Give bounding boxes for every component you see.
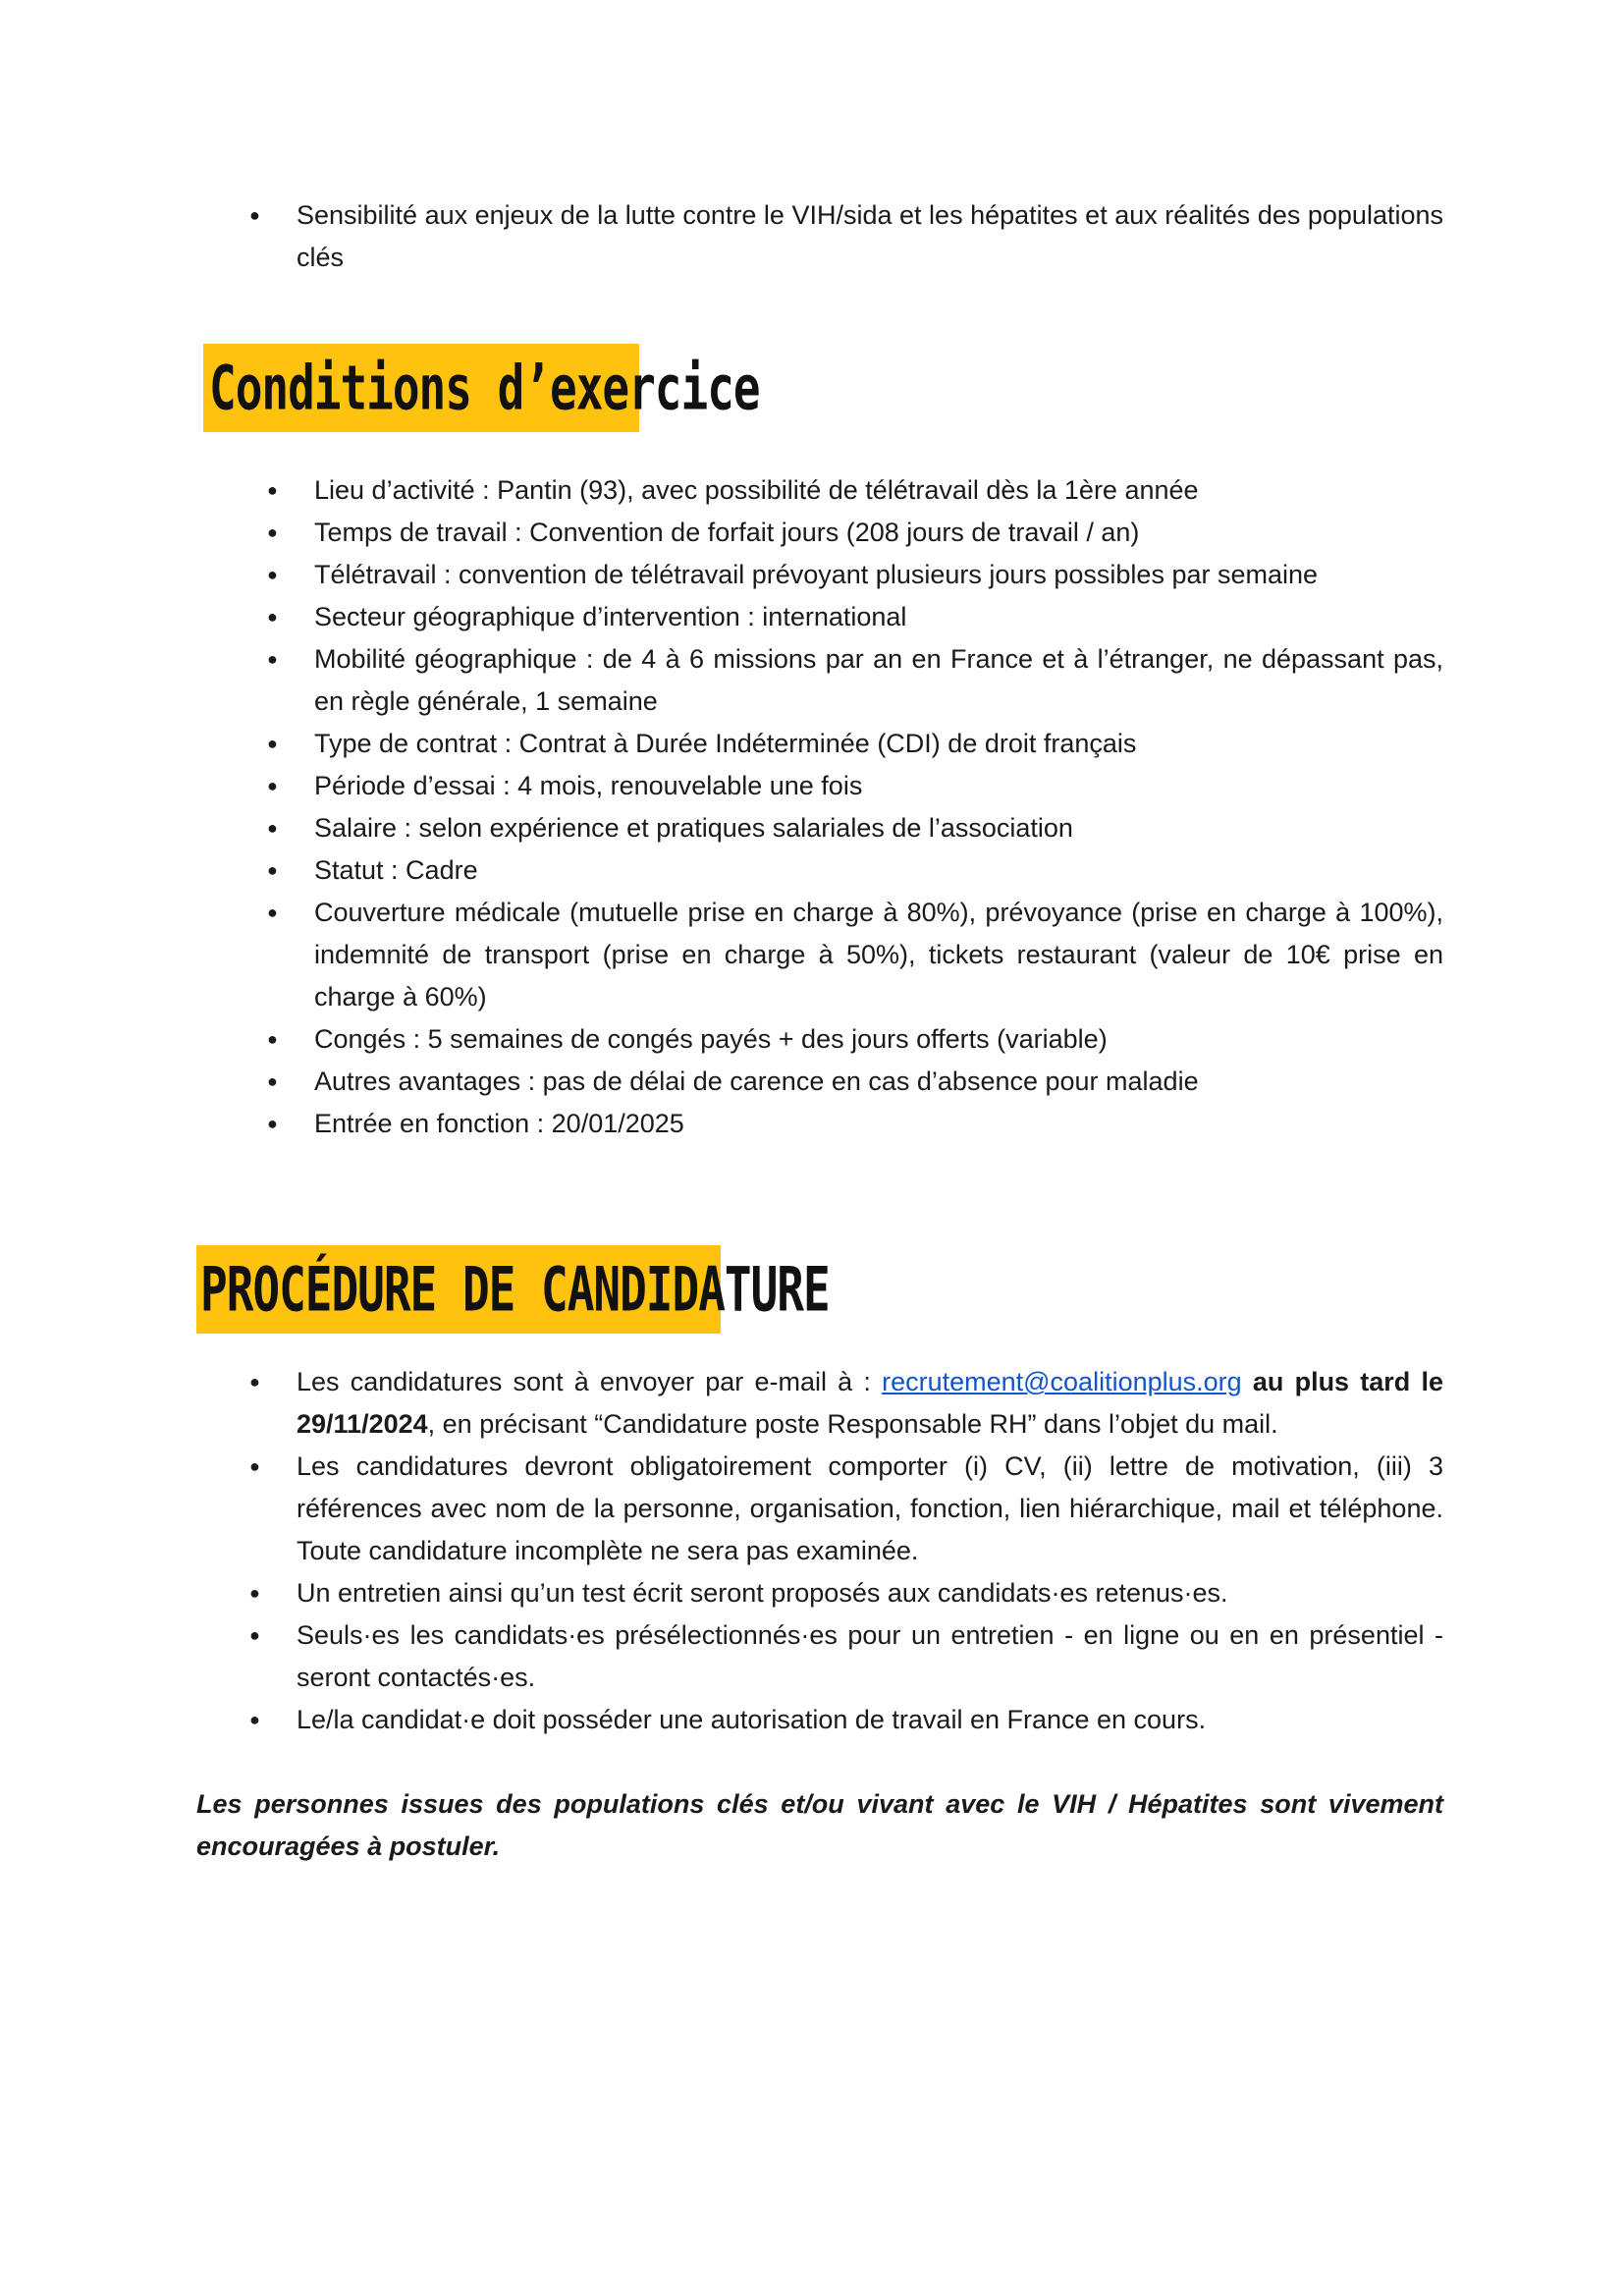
list-item: ● Les candidatures devront obligatoirement comporter (i) CV, (ii) lettre de motivation, (iii) 3 références avec nom de la personne, organisation, fonction, lien hiérarchique, mail et téléphone. Toute candidature incomplète ne sera pas examinée. <box>249 1446 1443 1572</box>
bullet-icon: ● <box>267 776 278 795</box>
bullet-icon: ● <box>249 1710 260 1729</box>
list-item: ● Mobilité géographique : de 4 à 6 missions par an en France et à l’étranger, ne dépassant pas, en règle générale, 1 semaine <box>267 638 1443 723</box>
section-heading-conditions: Conditions d’exercice <box>203 344 639 432</box>
list-item: ● Seuls·es les candidats·es présélectionnés·es pour un entretien - en ligne ou en en présentiel - seront contactés·es. <box>249 1614 1443 1699</box>
list-item: ● Entrée en fonction : 20/01/2025 <box>267 1103 1443 1145</box>
list-item: ● Congés : 5 semaines de congés payés + des jours offerts (variable) <box>267 1018 1443 1061</box>
conditions-list <box>267 469 1443 1145</box>
list-item: ● Autres avantages : pas de délai de carence en cas d’absence pour maladie <box>267 1061 1443 1103</box>
bullet-icon: ● <box>249 1372 260 1392</box>
list-item: ● Couverture médicale (mutuelle prise en charge à 80%), prévoyance (prise en charge à 100%), indemnité de transport (prise en charge à 50%), tickets restaurant (valeur de 10€ prise en charge à 60%) <box>267 892 1443 1018</box>
bullet-icon: ● <box>267 649 278 669</box>
bullet-icon: ● <box>249 1583 260 1603</box>
bullet-icon: ● <box>267 522 278 542</box>
list-item: ● Statut : Cadre <box>267 849 1443 892</box>
list-item: ● Secteur géographique d’intervention : international <box>267 596 1443 638</box>
list-item: ● Le/la candidat·e doit posséder une autorisation de travail en France en cours. <box>249 1699 1443 1741</box>
list-item: ● Sensibilité aux enjeux de la lutte contre le VIH/sida et les hépatites et aux réalités des populations clés <box>249 194 1443 279</box>
email-link[interactable]: recrutement@coalitionplus.org <box>882 1367 1242 1396</box>
bullet-icon: ● <box>267 480 278 500</box>
bullet-icon: ● <box>267 902 278 922</box>
list-item: ● Lieu d’activité : Pantin (93), avec possibilité de télétravail dès la 1ère année <box>267 469 1443 512</box>
list-item: ● Salaire : selon expérience et pratiques salariales de l’association <box>267 807 1443 849</box>
closing-note: Les personnes issues des populations clés et/ou vivant avec le VIH / Hépatites sont vivement encouragées à postuler. <box>196 1789 1443 1861</box>
bullet-icon: ● <box>267 734 278 753</box>
bullet-icon: ● <box>267 860 278 880</box>
bullet-icon: ● <box>267 607 278 627</box>
bullet-icon: ● <box>267 565 278 584</box>
list-item: ● Un entretien ainsi qu’un test écrit seront proposés aux candidats·es retenus·es. <box>249 1572 1443 1614</box>
list-item: ● Temps de travail : Convention de forfait jours (208 jours de travail / an) <box>267 512 1443 554</box>
list-item: ● Télétravail : convention de télétravail prévoyant plusieurs jours possibles par semaine <box>267 554 1443 596</box>
bullet-icon: ● <box>267 1114 278 1133</box>
bullet-icon: ● <box>267 1071 278 1091</box>
bullet-icon: ● <box>249 1456 260 1476</box>
bullet-icon: ● <box>267 818 278 838</box>
list-item: ● Les candidatures sont à envoyer par e-mail à : recrutement@coalitionplus.org au plus tard le 29/11/2024, en précisant “Candidature poste Responsable RH” dans l’objet du mail. <box>249 1361 1443 1446</box>
list-item: ● Période d’essai : 4 mois, renouvelable une fois <box>267 765 1443 807</box>
procedure-list <box>249 1361 1443 1741</box>
bullet-icon: ● <box>267 1029 278 1049</box>
list-item: ● Type de contrat : Contrat à Durée Indéterminée (CDI) de droit français <box>267 723 1443 765</box>
intro-list <box>249 194 1443 279</box>
deadline-text: au plus tard le 29/11/2024 <box>297 1367 1443 1439</box>
bullet-icon: ● <box>249 1625 260 1645</box>
bullet-icon: ● <box>249 205 260 225</box>
section-heading-procedure: PROCÉDURE DE CANDIDATURE <box>196 1245 721 1334</box>
